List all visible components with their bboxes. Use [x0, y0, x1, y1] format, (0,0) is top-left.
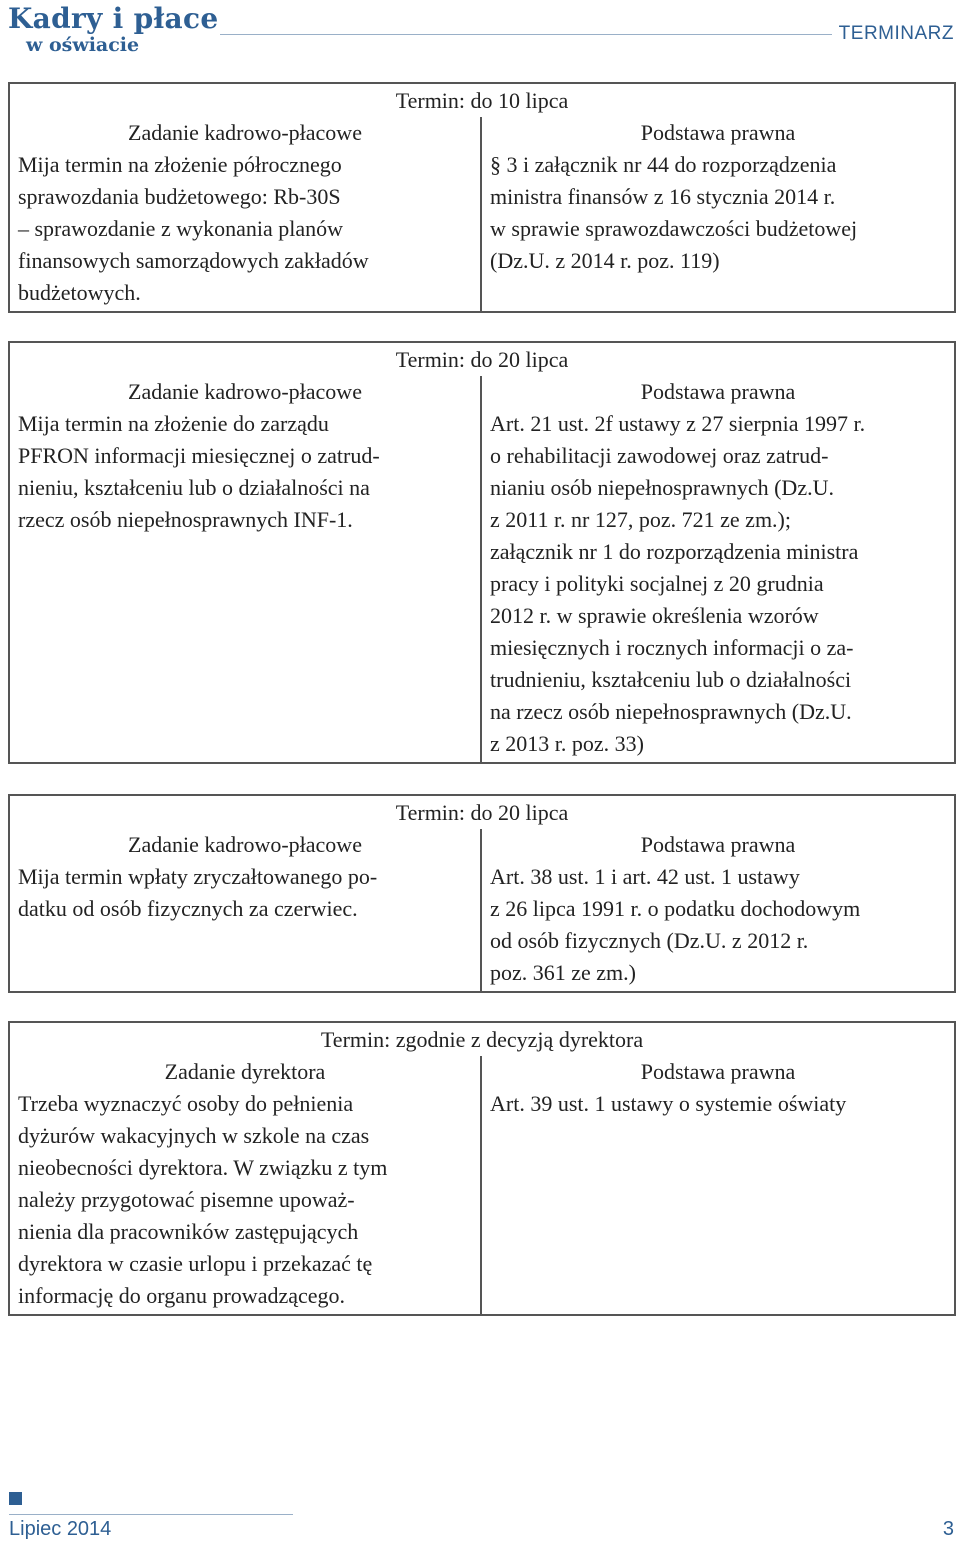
- task-description: Mija termin na złożenie półrocznego sprawozdania budżetowego: Rb-30S – sprawozdanie z wykonania planów finansowych samorządowych zakładów budżetowych.: [9, 149, 481, 312]
- task-description: Trzeba wyznaczyć osoby do pełnienia dyżurów wakacyjnych w szkole na czas nieobecności dyrektora. W związku z tym należy przygotować pisemne upoważ- nienia dla pracowników zastępujących dyrektora w czasie urlopu i przekazać tę informację do organu prowadzącego.: [9, 1088, 481, 1315]
- deadline-title: Termin: do 20 lipca: [9, 342, 955, 376]
- footer-divider: [9, 1514, 293, 1515]
- logo-title: Kadry i płace: [8, 2, 219, 35]
- task-description: Mija termin wpłaty zryczałtowanego po- datku od osób fizycznych za czerwiec.: [9, 861, 481, 992]
- deadline-title: Termin: do 10 lipca: [9, 83, 955, 117]
- deadline-title: Termin: zgodnie z decyzją dyrektora: [9, 1022, 955, 1056]
- deadline-table-3: [8, 794, 956, 993]
- legal-basis-text: Art. 21 ust. 2f ustawy z 27 sierpnia 1997 r. o rehabilitacji zawodowej oraz zatrud- nianiu osób niepełnosprawnych (Dz.U. z 2011 r. nr 127, poz. 721 ze zm.); załącznik nr 1 do rozporządzenia ministra pracy i polityki socjalnej z 20 grudnia 2012 r. w sprawie określenia wzorów miesięcznych i rocznych informacji o za- trudnieniu, kształceniu lub o działalności na rzecz osób niepełnosprawnych (Dz.U. z 2013 r. poz. 33): [481, 408, 955, 763]
- legal-basis-text: Art. 39 ust. 1 ustawy o systemie oświaty: [481, 1088, 955, 1315]
- legal-basis-text: Art. 38 ust. 1 i art. 42 ust. 1 ustawy z 26 lipca 1991 r. o podatku dochodowym od osób fizycznych (Dz.U. z 2012 r. poz. 361 ze zm.): [481, 861, 955, 992]
- legal-basis-text: § 3 i załącznik nr 44 do rozporządzenia ministra finansów z 16 stycznia 2014 r. w sprawie sprawozdawczości budżetowej (Dz.U. z 2014 r. poz. 119): [481, 149, 955, 312]
- deadline-table-2: [8, 341, 956, 764]
- task-description: Mija termin na złożenie do zarządu PFRON informacji miesięcznej o zatrud- nieniu, kształceniu lub o działalności na rzecz osób niepełnosprawnych INF-1.: [9, 408, 481, 763]
- page-number: 3: [942, 1518, 954, 1540]
- task-heading: Zadanie kadrowo-płacowe: [9, 829, 481, 861]
- deadline-table-1: [8, 82, 956, 313]
- task-heading: Zadanie dyrektora: [9, 1056, 481, 1088]
- page-header: [0, 0, 960, 70]
- legal-basis-heading: Podstawa prawna: [481, 376, 955, 408]
- deadline-table-4: [8, 1021, 956, 1316]
- task-heading: Zadanie kadrowo-płacowe: [9, 376, 481, 408]
- issue-date: Lipiec 2014: [9, 1518, 112, 1540]
- logo-subtitle: w oświacie: [26, 34, 140, 56]
- header-divider: [220, 34, 832, 35]
- task-heading: Zadanie kadrowo-płacowe: [9, 117, 481, 149]
- legal-basis-heading: Podstawa prawna: [481, 117, 955, 149]
- section-label: TERMINARZ: [838, 23, 954, 44]
- footer-square-marker: [9, 1492, 22, 1505]
- legal-basis-heading: Podstawa prawna: [481, 829, 955, 861]
- legal-basis-heading: Podstawa prawna: [481, 1056, 955, 1088]
- deadline-title: Termin: do 20 lipca: [9, 795, 955, 829]
